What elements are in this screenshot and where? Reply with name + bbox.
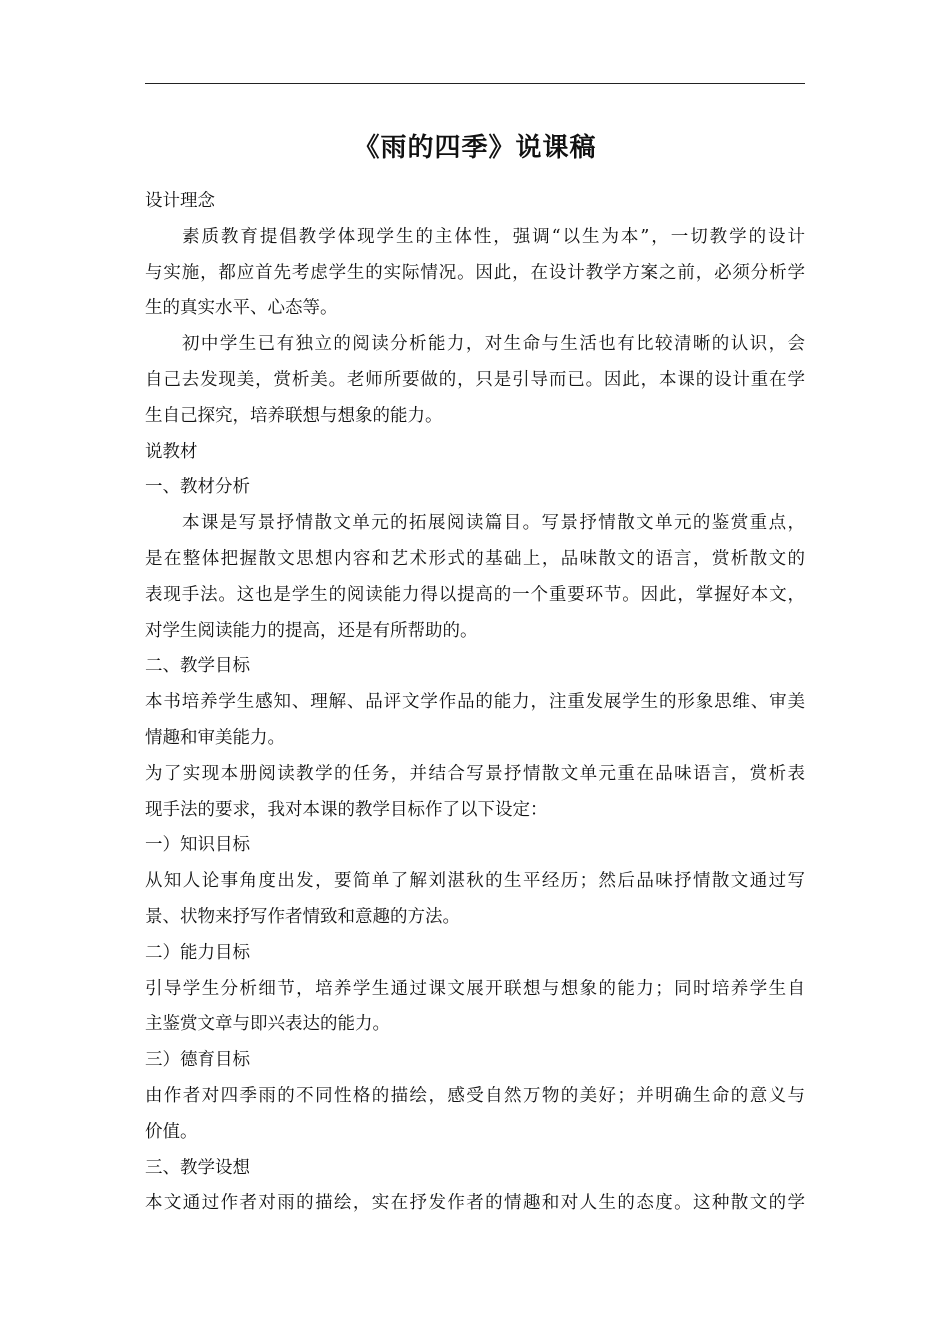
section-heading: 二）能力目标 bbox=[145, 942, 250, 963]
section-heading: 一）知识目标 bbox=[145, 835, 250, 856]
paragraph-line: 本书培养学生感知、理解、品评文学作品的能力，注重发展学生的形象思维、审美 bbox=[145, 692, 805, 713]
section-heading: 三、教学设想 bbox=[145, 1157, 250, 1178]
paragraph-line: 表现手法。这也是学生的阅读能力得以提高的一个重要环节。因此，掌握好本文， bbox=[145, 584, 805, 605]
paragraph-line: 从知人论事角度出发，要简单了解刘湛秋的生平经历；然后品味抒情散文通过写 bbox=[145, 871, 805, 892]
paragraph-line: 现手法的要求，我对本课的教学目标作了以下设定： bbox=[145, 799, 548, 820]
document-body bbox=[145, 184, 805, 1222]
header-rule bbox=[145, 83, 805, 84]
paragraph-line: 生的真实水平、心态等。 bbox=[145, 298, 338, 319]
paragraph-line: 主鉴赏文章与即兴表达的能力。 bbox=[145, 1014, 390, 1035]
section-heading: 二、教学目标 bbox=[145, 656, 250, 677]
paragraph-line: 素质教育提倡教学体现学生的主体性，强调“以生为本”，一切教学的设计 bbox=[182, 226, 805, 247]
section-heading: 说教材 bbox=[145, 441, 198, 462]
paragraph-line: 初中学生已有独立的阅读分析能力，对生命与生活也有比较清晰的认识，会 bbox=[182, 334, 805, 355]
paragraph-line: 本课是写景抒情散文单元的拓展阅读篇目。写景抒情散文单元的鉴赏重点， bbox=[182, 513, 805, 534]
paragraph-line: 为了实现本册阅读教学的任务，并结合写景抒情散文单元重在品味语言，赏析表 bbox=[145, 763, 805, 784]
paragraph-line: 情趣和审美能力。 bbox=[145, 727, 285, 748]
paragraph-line: 是在整体把握散文思想内容和艺术形式的基础上，品味散文的语言，赏析散文的 bbox=[145, 548, 805, 569]
paragraph-line: 对学生阅读能力的提高，还是有所帮助的。 bbox=[145, 620, 478, 641]
document-title: 《雨的四季》说课稿 bbox=[353, 133, 597, 163]
paragraph-line: 由作者对四季雨的不同性格的描绘，感受自然万物的美好；并明确生命的意义与 bbox=[145, 1085, 805, 1106]
section-heading: 一、教材分析 bbox=[145, 477, 250, 498]
paragraph-line: 价值。 bbox=[145, 1121, 198, 1142]
paragraph-line: 与实施，都应首先考虑学生的实际情况。因此，在设计教学方案之前，必须分析学 bbox=[145, 262, 805, 283]
paragraph-line: 引导学生分析细节，培养学生通过课文展开联想与想象的能力；同时培养学生自 bbox=[145, 978, 805, 999]
paragraph-line: 自己去发现美，赏析美。老师所要做的，只是引导而已。因此，本课的设计重在学 bbox=[145, 369, 805, 390]
section-heading: 三）德育目标 bbox=[145, 1050, 250, 1071]
paragraph-line: 生自己探究，培养联想与想象的能力。 bbox=[145, 405, 443, 426]
paragraph-line: 景、状物来抒写作者情致和意趣的方法。 bbox=[145, 906, 460, 927]
paragraph-line: 本文通过作者对雨的描绘，实在抒发作者的情趣和对人生的态度。这种散文的学 bbox=[145, 1193, 805, 1214]
section-heading: 设计理念 bbox=[145, 191, 215, 211]
